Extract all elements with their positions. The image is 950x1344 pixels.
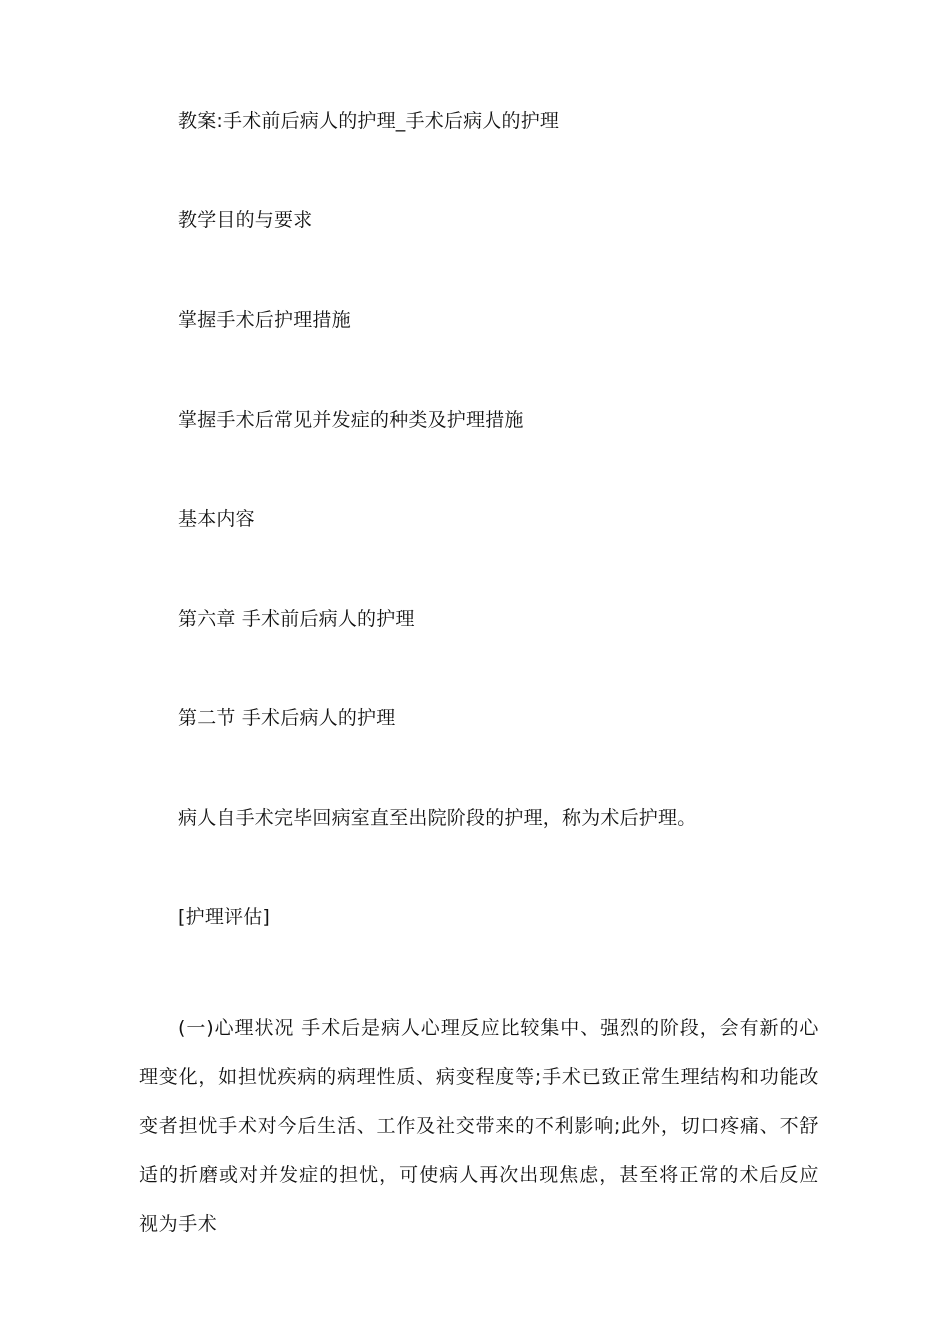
objective-item-2: 掌握手术后常见并发症的种类及护理措施: [178, 409, 524, 431]
chapter-heading: 第六章 手术前后病人的护理: [178, 608, 415, 630]
section-heading: 第二节 手术后病人的护理: [178, 707, 396, 729]
psychological-status-paragraph: (一)心理状况 手术后是病人心理反应比较集中、强烈的阶段，会有新的心理变化，如担忧疾病的病理性质、病变程度等;手术已致正常生理结构和功能改变者担忧手术对今后生活、工作及社交带来的不利影响;此外，切口疼痛、不舒适的折磨或对并发症的担忧，可使病人再次出现焦虑，甚至将正常的术后反应视为手术: [139, 1017, 819, 1235]
section-heading-content: 基本内容: [178, 508, 255, 530]
section-heading-objectives: 教学目的与要求: [178, 209, 313, 231]
objective-item-1: 掌握手术后护理措施: [178, 309, 351, 331]
definition-text: 病人自手术完毕回病室直至出院阶段的护理，称为术后护理。: [178, 807, 697, 829]
document-title: 教案:手术前后病人的护理_手术后病人的护理: [178, 110, 560, 132]
nursing-assessment-heading: [护理评估]: [178, 906, 271, 928]
